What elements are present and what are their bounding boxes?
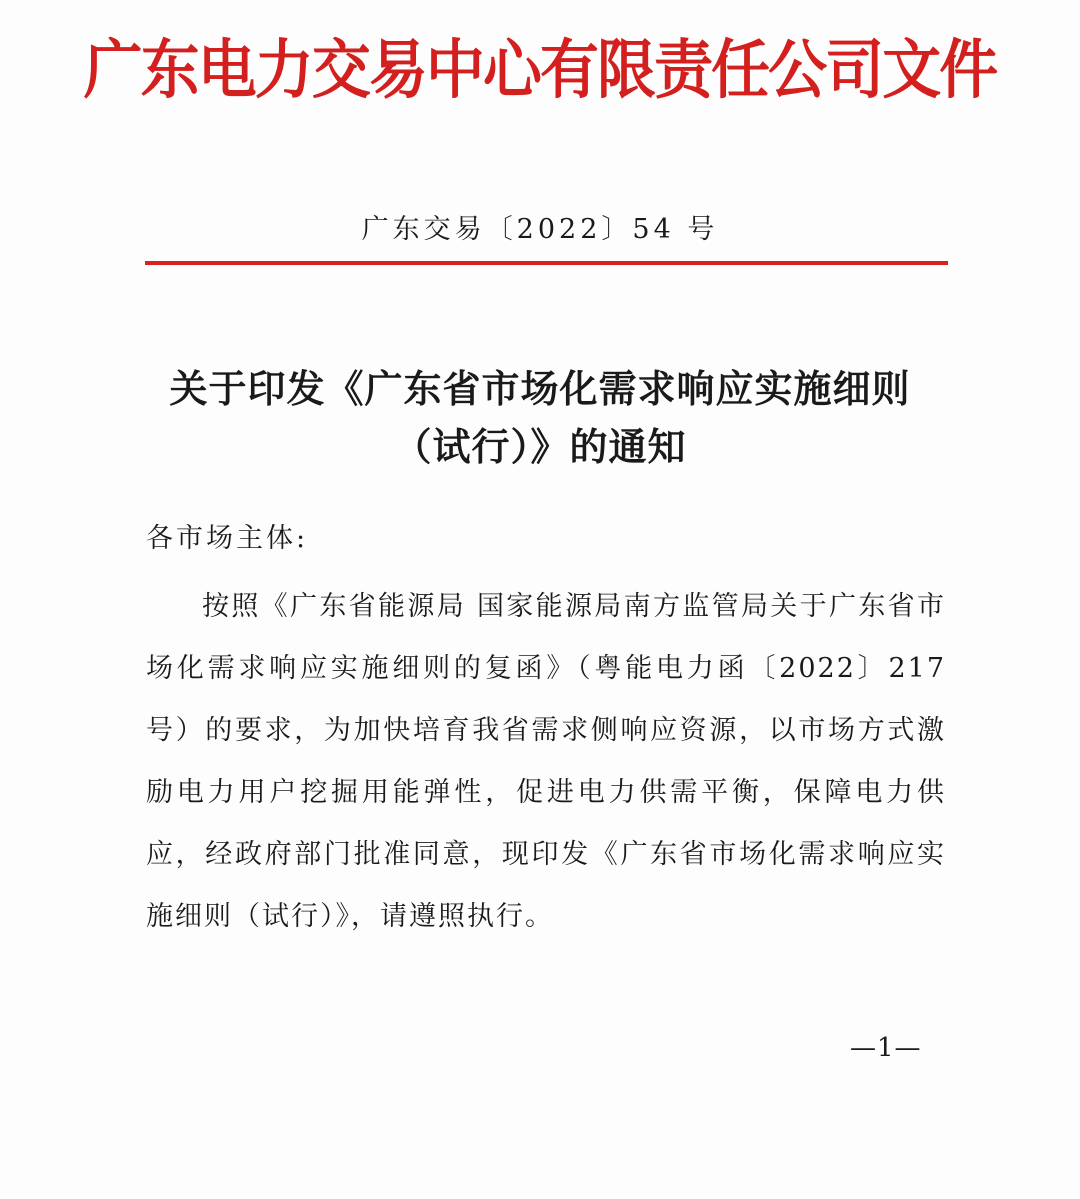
- red-divider-line: [145, 261, 948, 265]
- notice-title: [80, 360, 1000, 476]
- body-paragraph: 按照《广东省能源局 国家能源局南方监管局关于广东省市场化需求响应实施细则的复函》（粤能电力函〔2022〕217 号）的要求，为加快培育我省需求侧响应资源，以市场方式激励电力用户挖掘用能弹性，促进电力供需平衡，保障电力供应，经政府部门批准同意，现印发《广东省市场化需求响应实施细则（试行）》，请遵照执行。: [146, 591, 946, 932]
- notice-title-line-2: （试行）》的通知: [393, 424, 687, 469]
- page-number: —1—: [850, 1033, 922, 1063]
- salutation: 各市场主体:: [146, 523, 309, 554]
- notice-title-line-1: 关于印发《广东省市场化需求响应实施细则: [169, 366, 911, 411]
- document-number: 广东交易〔2022〕54 号: [361, 214, 719, 245]
- masthead-title: 广东电力交易中心有限责任公司文件: [83, 34, 997, 108]
